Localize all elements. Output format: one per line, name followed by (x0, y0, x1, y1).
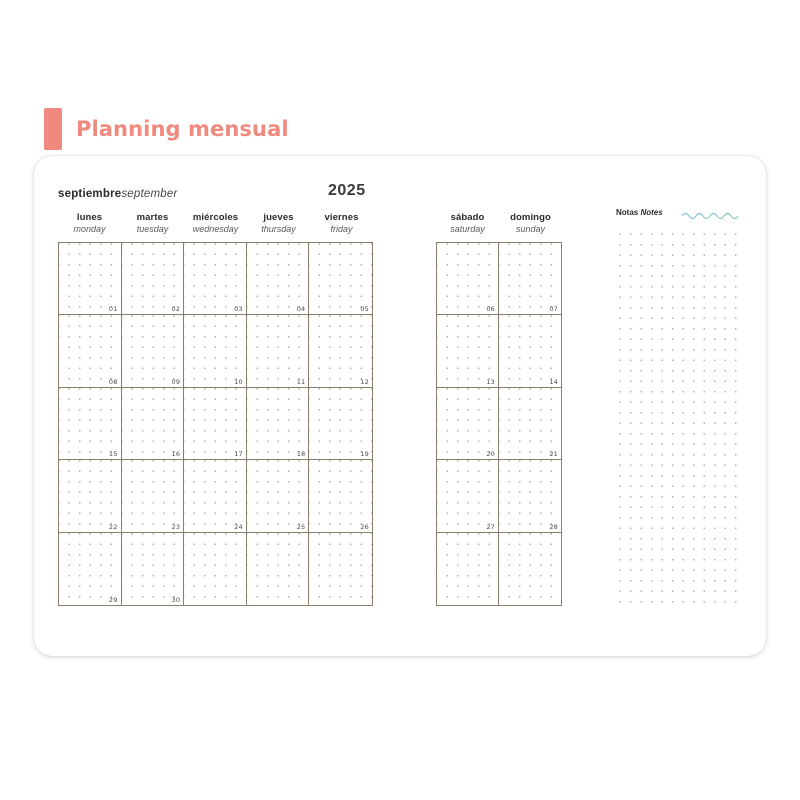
day-cell[interactable] (59, 388, 122, 460)
day-cell[interactable] (247, 460, 310, 532)
day-number: 12 (360, 377, 369, 386)
day-number: 18 (296, 450, 306, 459)
header-accent-tab (44, 108, 62, 150)
day-cell[interactable] (184, 315, 247, 387)
dayname-en: friday (330, 223, 353, 234)
weekday-header-tuesday (121, 212, 184, 235)
day-number: 04 (296, 305, 306, 314)
page-title: Planning mensual (76, 117, 289, 141)
day-cell[interactable] (499, 315, 561, 387)
day-cell[interactable] (247, 388, 310, 460)
dayname-en: thursday (261, 223, 296, 234)
day-cell[interactable] (437, 315, 499, 387)
day-cell[interactable] (59, 460, 122, 532)
day-number: 17 (234, 450, 243, 459)
page-header (44, 108, 289, 150)
day-number: 21 (549, 450, 558, 459)
day-cell[interactable] (184, 460, 247, 532)
day-cell[interactable] (309, 388, 372, 460)
day-number: 23 (171, 522, 181, 531)
day-cell[interactable] (59, 533, 122, 605)
weekend-header-saturday (436, 212, 499, 235)
day-number: 08 (108, 377, 118, 386)
notes-heading (616, 208, 663, 217)
day-cell[interactable] (122, 533, 185, 605)
day-number: 07 (549, 305, 558, 314)
dayname-es: sábado (450, 212, 485, 223)
day-number: 13 (486, 377, 495, 386)
day-number: 27 (486, 522, 495, 531)
dayname-en: wednesday (192, 223, 239, 234)
day-number: 06 (486, 305, 495, 314)
weekday-header-monday (58, 212, 121, 235)
weekday-header-wednesday (184, 212, 247, 235)
day-cell[interactable] (59, 243, 122, 315)
day-cell[interactable] (122, 243, 185, 315)
day-cell[interactable] (437, 243, 499, 315)
dayname-en: saturday (450, 223, 485, 234)
day-number: 20 (486, 450, 495, 459)
day-number: 19 (360, 450, 369, 459)
day-number: 02 (171, 305, 181, 314)
day-cell[interactable] (309, 460, 372, 532)
day-cell[interactable] (309, 315, 372, 387)
planner-sheet (34, 156, 766, 656)
weekday-headers-left (58, 212, 373, 235)
day-cell[interactable] (499, 243, 561, 315)
day-cell[interactable] (184, 533, 247, 605)
day-cell[interactable] (499, 533, 561, 605)
day-cell[interactable] (247, 243, 310, 315)
day-number: 28 (549, 522, 558, 531)
day-cell[interactable] (499, 460, 561, 532)
weekday-header-friday (310, 212, 373, 235)
day-number: 09 (171, 377, 181, 386)
year-label: 2025 (328, 182, 366, 199)
day-cell[interactable] (247, 533, 310, 605)
dayname-es: viernes (324, 212, 359, 223)
day-cell[interactable] (122, 388, 185, 460)
dayname-en: sunday (515, 223, 546, 234)
notes-label-en: Notes (640, 208, 663, 217)
day-cell[interactable] (122, 315, 185, 387)
day-cell[interactable] (122, 460, 185, 532)
day-number: 03 (234, 305, 243, 314)
dayname-en: tuesday (136, 223, 169, 234)
day-number: 14 (549, 377, 558, 386)
weekend-header-sunday (499, 212, 562, 235)
day-cell[interactable] (437, 533, 499, 605)
day-number: 25 (296, 522, 306, 531)
dayname-es: miércoles (192, 212, 239, 223)
weekday-grid (58, 242, 373, 606)
day-cell[interactable] (184, 243, 247, 315)
dayname-es: jueves (263, 212, 294, 223)
notes-label-es: Notas (616, 208, 639, 217)
day-number: 30 (171, 596, 181, 604)
day-cell[interactable] (309, 533, 372, 605)
day-number: 22 (108, 522, 118, 531)
day-number: 26 (360, 522, 369, 531)
dayname-en: monday (73, 223, 106, 234)
day-number: 15 (108, 450, 118, 459)
day-number: 11 (296, 377, 306, 386)
squiggle-icon (682, 206, 738, 224)
dayname-es: martes (136, 212, 169, 223)
notes-dotgrid-area[interactable] (612, 226, 742, 606)
weekend-grid (436, 242, 562, 606)
day-number: 05 (360, 305, 369, 314)
day-cell[interactable] (309, 243, 372, 315)
day-cell[interactable] (499, 388, 561, 460)
weekday-headers-right (436, 212, 562, 235)
month-heading (58, 188, 178, 200)
day-cell[interactable] (59, 315, 122, 387)
day-cell[interactable] (184, 388, 247, 460)
month-name-es: septiembre (58, 188, 122, 200)
dayname-es: domingo (510, 212, 551, 223)
day-number: 10 (234, 377, 243, 386)
day-number: 24 (234, 522, 243, 531)
dayname-es: lunes (76, 212, 103, 223)
weekday-header-thursday (247, 212, 310, 235)
month-name-en: september (121, 188, 178, 200)
day-number: 29 (108, 596, 118, 604)
day-number: 01 (108, 305, 118, 314)
day-number: 16 (171, 450, 181, 459)
day-cell[interactable] (247, 315, 310, 387)
day-cell[interactable] (437, 460, 499, 532)
day-cell[interactable] (437, 388, 499, 460)
